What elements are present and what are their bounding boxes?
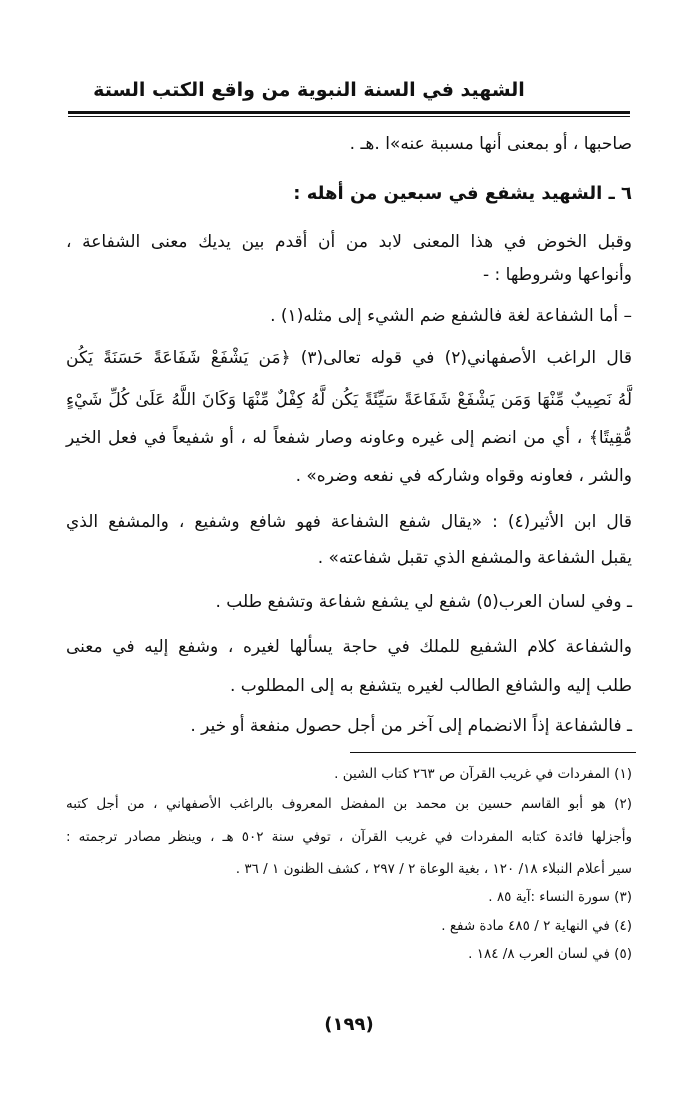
page-number: (١٩٩) — [324, 1014, 374, 1035]
body-line: ـ وفي لسان العرب(٥) شفع لي يشفع شفاعة وتشفع طلب . — [215, 592, 632, 612]
footnote-separator — [350, 752, 636, 753]
body-line: يقبل الشفاعة والمشفع الذي تقبل شفاعته» . — [317, 548, 632, 568]
header-rule-thick — [68, 111, 630, 114]
header-rule-thin — [68, 116, 630, 117]
running-header-title: الشهيد في السنة النبوية من واقع الكتب الستة — [93, 79, 525, 101]
quran-verse-line: لَّهُ نَصِيبٌ مِّنْهَا وَمَن يَشْفَعْ شَفَاعَةً سَيِّئَةً يَكُن لَّهُ كِفْلٌ مِّنْهَا وَكَانَ اللَّهُ عَلَىٰ كُلِّ شَيْءٍ — [66, 390, 632, 410]
body-line: مُّقِيتًا﴾ ، أي من انضم إلى غيره وعاونه وصار شفعاً له ، أو شفيعاً في فعل الخير — [66, 428, 632, 448]
body-line: وقبل الخوض في هذا المعنى لابد من أن أقدم بين يديك معنى الشفاعة ، — [66, 232, 632, 252]
footnote: (٣) سورة النساء :آية ٨٥ . — [488, 889, 632, 905]
footnote: (٢) هو أبو القاسم حسين بن محمد بن المفضل المعروف بالراغب الأصفهاني ، من أجل كتبه — [66, 796, 632, 812]
footnote: سير أعلام النبلاء ١٨/ ١٢٠ ، بغية الوعاة ٢ / ٢٩٧ ، كشف الظنون ١ / ٣٦ . — [235, 861, 632, 877]
body-line: طلب إليه والشافع الطالب لغيره يتشفع به إلى المطلوب . — [229, 676, 632, 696]
footnote: (٤) في النهاية ٢ / ٤٨٥ مادة شفع . — [441, 918, 632, 934]
body-line: قال ابن الأثير(٤) : «يقال شفع الشفاعة فهو شافع وشفيع ، والمشفع الذي — [66, 512, 633, 532]
body-line: والشفاعة كلام الشفيع للملك في حاجة يسألها لغيره ، وشفع إليه في معنى — [66, 637, 632, 657]
body-line: – أما الشفاعة لغة فالشفع ضم الشيء إلى مثله(١) . — [270, 306, 632, 326]
footnote: (٥) في لسان العرب ٨/ ١٨٤ . — [468, 946, 632, 962]
section-heading: ٦ ـ الشهيد يشفع في سبعين من أهله : — [293, 183, 632, 204]
body-line: صاحبها ، أو بمعنى أنها مسببة عنه»ا .هـ . — [349, 134, 632, 154]
body-line: وأنواعها وشروطها : - — [483, 265, 632, 285]
body-line: ـ فالشفاعة إذاً الانضمام إلى آخر من أجل حصول منفعة أو خير . — [190, 716, 632, 736]
body-line: قال الراغب الأصفهاني(٢) في قوله تعالى(٣) ﴿مَن يَشْفَعْ شَفَاعَةً حَسَنَةً يَكُن — [66, 348, 632, 368]
body-line: والشر ، فعاونه وقواه وشاركه في نفعه وضره» . — [295, 466, 632, 486]
footnote: (١) المفردات في غريب القرآن ص ٢٦٣ كتاب الشين . — [334, 766, 632, 782]
footnote: وأجزلها فائدة كتابه المفردات في غريب القرآن ، توفي سنة ٥٠٢ هـ ، وينظر مصادر ترجمته : — [66, 829, 633, 845]
